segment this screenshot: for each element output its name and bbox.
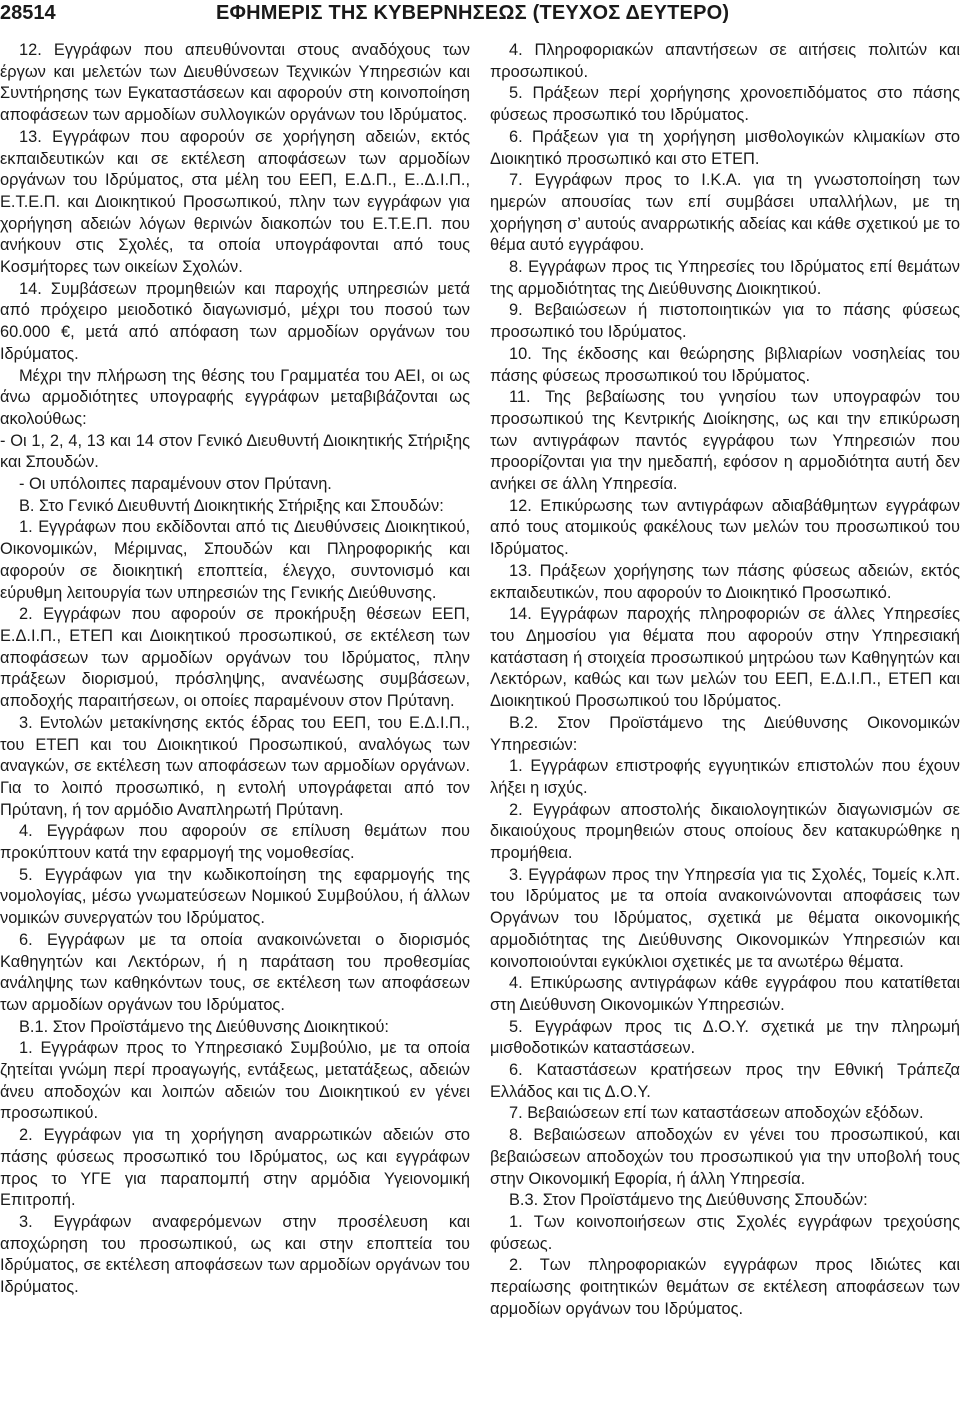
paragraph: Μέχρι την πλήρωση της θέσης του Γραμματέα του ΑΕΙ, οι ως άνω αρμοδιότητες υπογραφής εγγράφων μεταβιβάζονται ως ακολούθως: <box>0 366 470 428</box>
left-column <box>0 40 470 1299</box>
paragraph: - Οι υπόλοιπες παραμένουν στον Πρύτανη. <box>19 475 332 494</box>
paragraph: 12. Εγγράφων που απευθύνονται στους αναδόχους των έργων και μελετών των Διευθύνσεων Τεχνικών Υπηρεσιών και Συντήρησης των Εγκαταστάσεων και αφορούν στη κοινοποίηση αποφάσεων των αρμοδίων συλλογικών οργάνων του Ιδρύματος. <box>0 41 470 125</box>
paragraph: 7. Εγγράφων προς το Ι.Κ.Α. για τη γνωστοποίηση των ημερών απουσίας των επί συμβάσει υπαλλήλων, με τη χορήγηση σ’ αυτούς αναρρωτικής αδείας και κάθε σχετικού με το θέμα αυτό εγγράφου. <box>490 171 960 255</box>
paragraph: 2. Εγγράφων αποστολής δικαιολογητικών διαγωνισμών σε δικαιούχους προμηθειών στους οποίους δεν κατακυρώθηκε η προμήθεια. <box>490 800 960 863</box>
paragraph: 3. Εγγράφων προς την Υπηρεσία για τις Σχολές, Τομείς κ.λπ. του Ιδρύματος με τα οποία ανακοινώνονται αποφάσεις των Οργάνων του Ιδρύματος, σχετικά με θέματα οικονομικής αρμοδιότητας της Διεύθυνσης Οικονομικών Υπηρεσιών και κοινοποιούνται εγκύκλιοι σχετικές με τα ανωτέρω θέματα. <box>490 865 960 971</box>
paragraph: 3. Εντολών μετακίνησης εκτός έδρας του ΕΕΠ, του Ε.Δ.Ι.Π., του ΕΤΕΠ και του Διοικητικού Προσωπικού, αναλόγως των αναγκών, σε εκτέλεση των αποφάσεων των αρμοδίων οργάνων. Για το λοιπό προσωπικό, η εντολή υπογράφεται από τον Πρύτανη, ή τον αρμόδιο Αναπληρωτή Πρύτανη. <box>0 713 470 819</box>
paragraph: 6. Πράξεων για τη χορήγηση μισθολογικών κλιμακίων στο Διοικητικό προσωπικό και στο ΕΤΕΠ. <box>490 127 960 168</box>
page-header <box>0 0 960 40</box>
paragraph: 2. Των πληροφοριακών εγγράφων προς Ιδιώτες και περαίωσης φοιτητικών θεμάτων σε εκτέλεση αποφάσεων των αρμοδίων οργάνων του Ιδρύματος. <box>490 1256 960 1318</box>
paragraph: 1. Εγγράφων προς το Υπηρεσιακό Συμβούλιο, με τα οποία ζητείται γνώμη περί προαγωγής, εντάξεως, μετατάξεως, αδειών άνευ αποδοχών και λοιπών αδειών του Διοικητικού εν γένει προσωπικού. <box>0 1039 470 1123</box>
paragraph: 8. Εγγράφων προς τις Υπηρεσίες του Ιδρύματος επί θεμάτων της αρμοδιότητας της Διεύθυνσης Διοικητικού. <box>490 258 960 298</box>
paragraph: 13. Πράξεων χορήγησης των πάσης φύσεως αδειών, εκτός εκπαιδευτικών, που αφορούν το Διοικητικό Προσωπικό. <box>490 561 960 602</box>
paragraph: 12. Επικύρωσης των αντιγράφων αδιαβάθμητων εγγράφων από τους ατομικούς φακέλους των μελών του προσωπικού του Ιδρύματος. <box>490 496 960 559</box>
paragraph: Β. Στο Γενικό Διευθυντή Διοικητικής Στήριξης και Σπουδών: <box>19 496 444 515</box>
paragraph: 11. Της βεβαίωσης του γνησίου των υπογραφών του προσωπικού της Κεντρικής Διοίκησης, ως και την επικύρωση των αντιγράφων παντός εγγράφου των Υπηρεσιών που προορίζονται για την ημεδαπή, εφόσον η αρμοδιότητα αυτή δεν ανήκει σε άλλη Υπηρεσία. <box>490 388 960 494</box>
paragraph: 5. Πράξεων περί χορήγησης χρονοεπιδόματος στο πάσης φύσεως προσωπικό του Ιδρύματος. <box>490 84 960 125</box>
paragraph: 5. Εγγράφων προς τις Δ.Ο.Υ. σχετικά με την πληρωμή μισθοδοτικών καταστάσεων. <box>490 1017 960 1058</box>
paragraph: Β.1. Στον Προϊστάμενο της Διεύθυνσης Διοικητικού: <box>19 1017 389 1036</box>
paragraph: 1. Εγγράφων που εκδίδονται από τις Διευθύνσεις Διοικητικού, Οικονομικών, Μέριμνας, Σπουδών και Πληροφορικής και αφορούν σε διοικητική εποπτεία, έλεγχο, συντονισμό και εύρυθμη λειτουργία των υπηρεσιών της Γενικής Διεύθυνσης. <box>0 518 470 602</box>
paragraph: 3. Εγγράφων αναφερόμενων στην προσέλευση και αποχώρηση του προσωπικού, ως και στην εποπτεία του Ιδρύματος, σε εκτέλεση αποφάσεων των αρμοδίων οργάνων του Ιδρύματος. <box>0 1212 470 1297</box>
paragraph: - Οι 1, 2, 4, 13 και 14 στον Γενικό Διευθυντή Διοικητικής Στήριξης και Σπουδών. <box>0 431 470 472</box>
paragraph: 9. Βεβαιώσεων ή πιστοποιητικών για το πάσης φύσεως προσωπικό του Ιδρύματος. <box>490 301 960 342</box>
paragraph: 4. Εγγράφων που αφορούν σε επίλυση θεμάτων που προκύπτουν κατά την εφαρμογή της νομοθεσίας. <box>0 822 470 863</box>
right-column <box>490 40 960 1320</box>
paragraph: 14. Συμβάσεων προμηθειών και παροχής υπηρεσιών μετά από πρόχειρο μειοδοτικό διαγωνισμό, μέχρι του ποσού των 60.000 €, μετά από απόφαση των αρμοδίων οργάνων του Ιδρύματος. <box>0 279 470 363</box>
paragraph: 14. Εγγράφων παροχής πληροφοριών σε άλλες Υπηρεσίες του Δημοσίου για θέματα που αφορούν στην Υπηρεσιακή κατάσταση ή στοιχεία προσωπικού μητρώου των Καθηγητών και Λεκτόρων, καθώς και των μελών του ΕΕΠ, Ε.Δ.Ι.Π., ΕΤΕΠ και Διοικητικού Προσωπικού του Ιδρύματος. <box>490 605 960 711</box>
gazette-title: ΕΦΗΜΕΡΙΣ ΤΗΣ ΚΥΒΕΡΝΗΣΕΩΣ (ΤΕΥΧΟΣ ΔΕΥΤΕΡΟ) <box>216 2 730 24</box>
paragraph: 5. Εγγράφων για την κωδικοποίηση της εφαρμογής της νομολογίας, μέσω γνωματεύσεων Νομικού Συμβούλου, ή άλλων νομικών συνεργατών του Ιδρύματος. <box>0 865 470 928</box>
paragraph: 6. Εγγράφων με τα οποία ανακοινώνεται ο διορισμός Καθηγητών και Λεκτόρων, ή η παράταση του προθεσμίας ανάληψης των καθηκόντων τους, σε εκτέλεση των αποφάσεων των αρμοδίων οργάνων του Ιδρύματος. <box>0 930 470 1014</box>
paragraph: Β.3. Στον Προϊστάμενο της Διεύθυνσης Σπουδών: <box>509 1191 868 1210</box>
paragraph: 6. Καταστάσεων κρατήσεων προς την Εθνική Τράπεζα Ελλάδος και τις Δ.Ο.Υ. <box>490 1061 960 1101</box>
paragraph: 7. Βεβαιώσεων επί των καταστάσεων αποδοχών εξόδων. <box>509 1104 924 1123</box>
paragraph: 1. Εγγράφων επιστροφής εγγυητικών επιστολών που έχουν λήξει η ισχύς. <box>490 757 960 797</box>
paragraph: 4. Πληροφοριακών απαντήσεων σε αιτήσεις πολιτών και προσωπικού. <box>490 41 960 81</box>
paragraph: 10. Της έκδοσης και θεώρησης βιβλιαρίων νοσηλείας του πάσης φύσεως προσωπικού του Ιδρύματος. <box>490 344 960 385</box>
paragraph: 1. Των κοινοποιήσεων στις Σχολές εγγράφων τρεχούσης φύσεως. <box>490 1212 960 1253</box>
paragraph: 13. Εγγράφων που αφορούν σε χορήγηση αδειών, εκτός εκπαιδευτικών και σε εκτέλεση αποφάσεων των αρμοδίων οργάνων του Ιδρύματος, στα μέλη του ΕΕΠ, Ε.Δ.Π., Ε..Δ.Ι.Π., Ε.Τ.Ε.Π. και Διοικητικού Προσωπικού, πλην των εγγράφων για χορήγηση αδειών λόγων θερινών διακοπών του Ε.Τ.Ε.Π. που ανήκουν στις Σχολές, τα οποία υπογράφονται από τους Κοσμήτορες των οικείων Σχολών. <box>0 127 470 277</box>
paragraph: 2. Εγγράφων που αφορούν σε προκήρυξη θέσεων ΕΕΠ, Ε.Δ.Ι.Π., ΕΤΕΠ και Διοικητικού προσωπικού, σε εκτέλεση των αποφάσεων των αρμοδίων οργάνων του Ιδρύματος, πλην πράξεων διορισμού, πρόσληψης, ανανέωσης συμβάσεων, αποδοχής παραιτήσεων, οι οποίες παραμένουν στον Πρύτανη. <box>0 605 470 711</box>
page-number: 28514 <box>0 2 56 24</box>
paragraph: 4. Επικύρωσης αντιγράφων κάθε εγγράφου που κατατίθεται στη Διεύθυνση Οικονομικών Υπηρεσιών. <box>490 974 960 1014</box>
paragraph: Β.2. Στον Προϊστάμενο της Διεύθυνσης Οικονομικών Υπηρεσιών: <box>490 713 960 754</box>
paragraph: 2. Εγγράφων για τη χορήγηση αναρρωτικών αδειών στο πάσης φύσεως προσωπικό του Ιδρύματος, ως και εγγράφων προς το ΥΓΕ για παραπομπή στην αρμόδια Υγειονομική Επιτροπή. <box>0 1126 470 1210</box>
paragraph: 8. Βεβαιώσεων αποδοχών εν γένει του προσωπικού, και βεβαιώσεων αποδοχών του προσωπικού για την υποβολή τους στην Οικονομική Εφορία, ή άλλη Υπηρεσία. <box>490 1126 960 1188</box>
